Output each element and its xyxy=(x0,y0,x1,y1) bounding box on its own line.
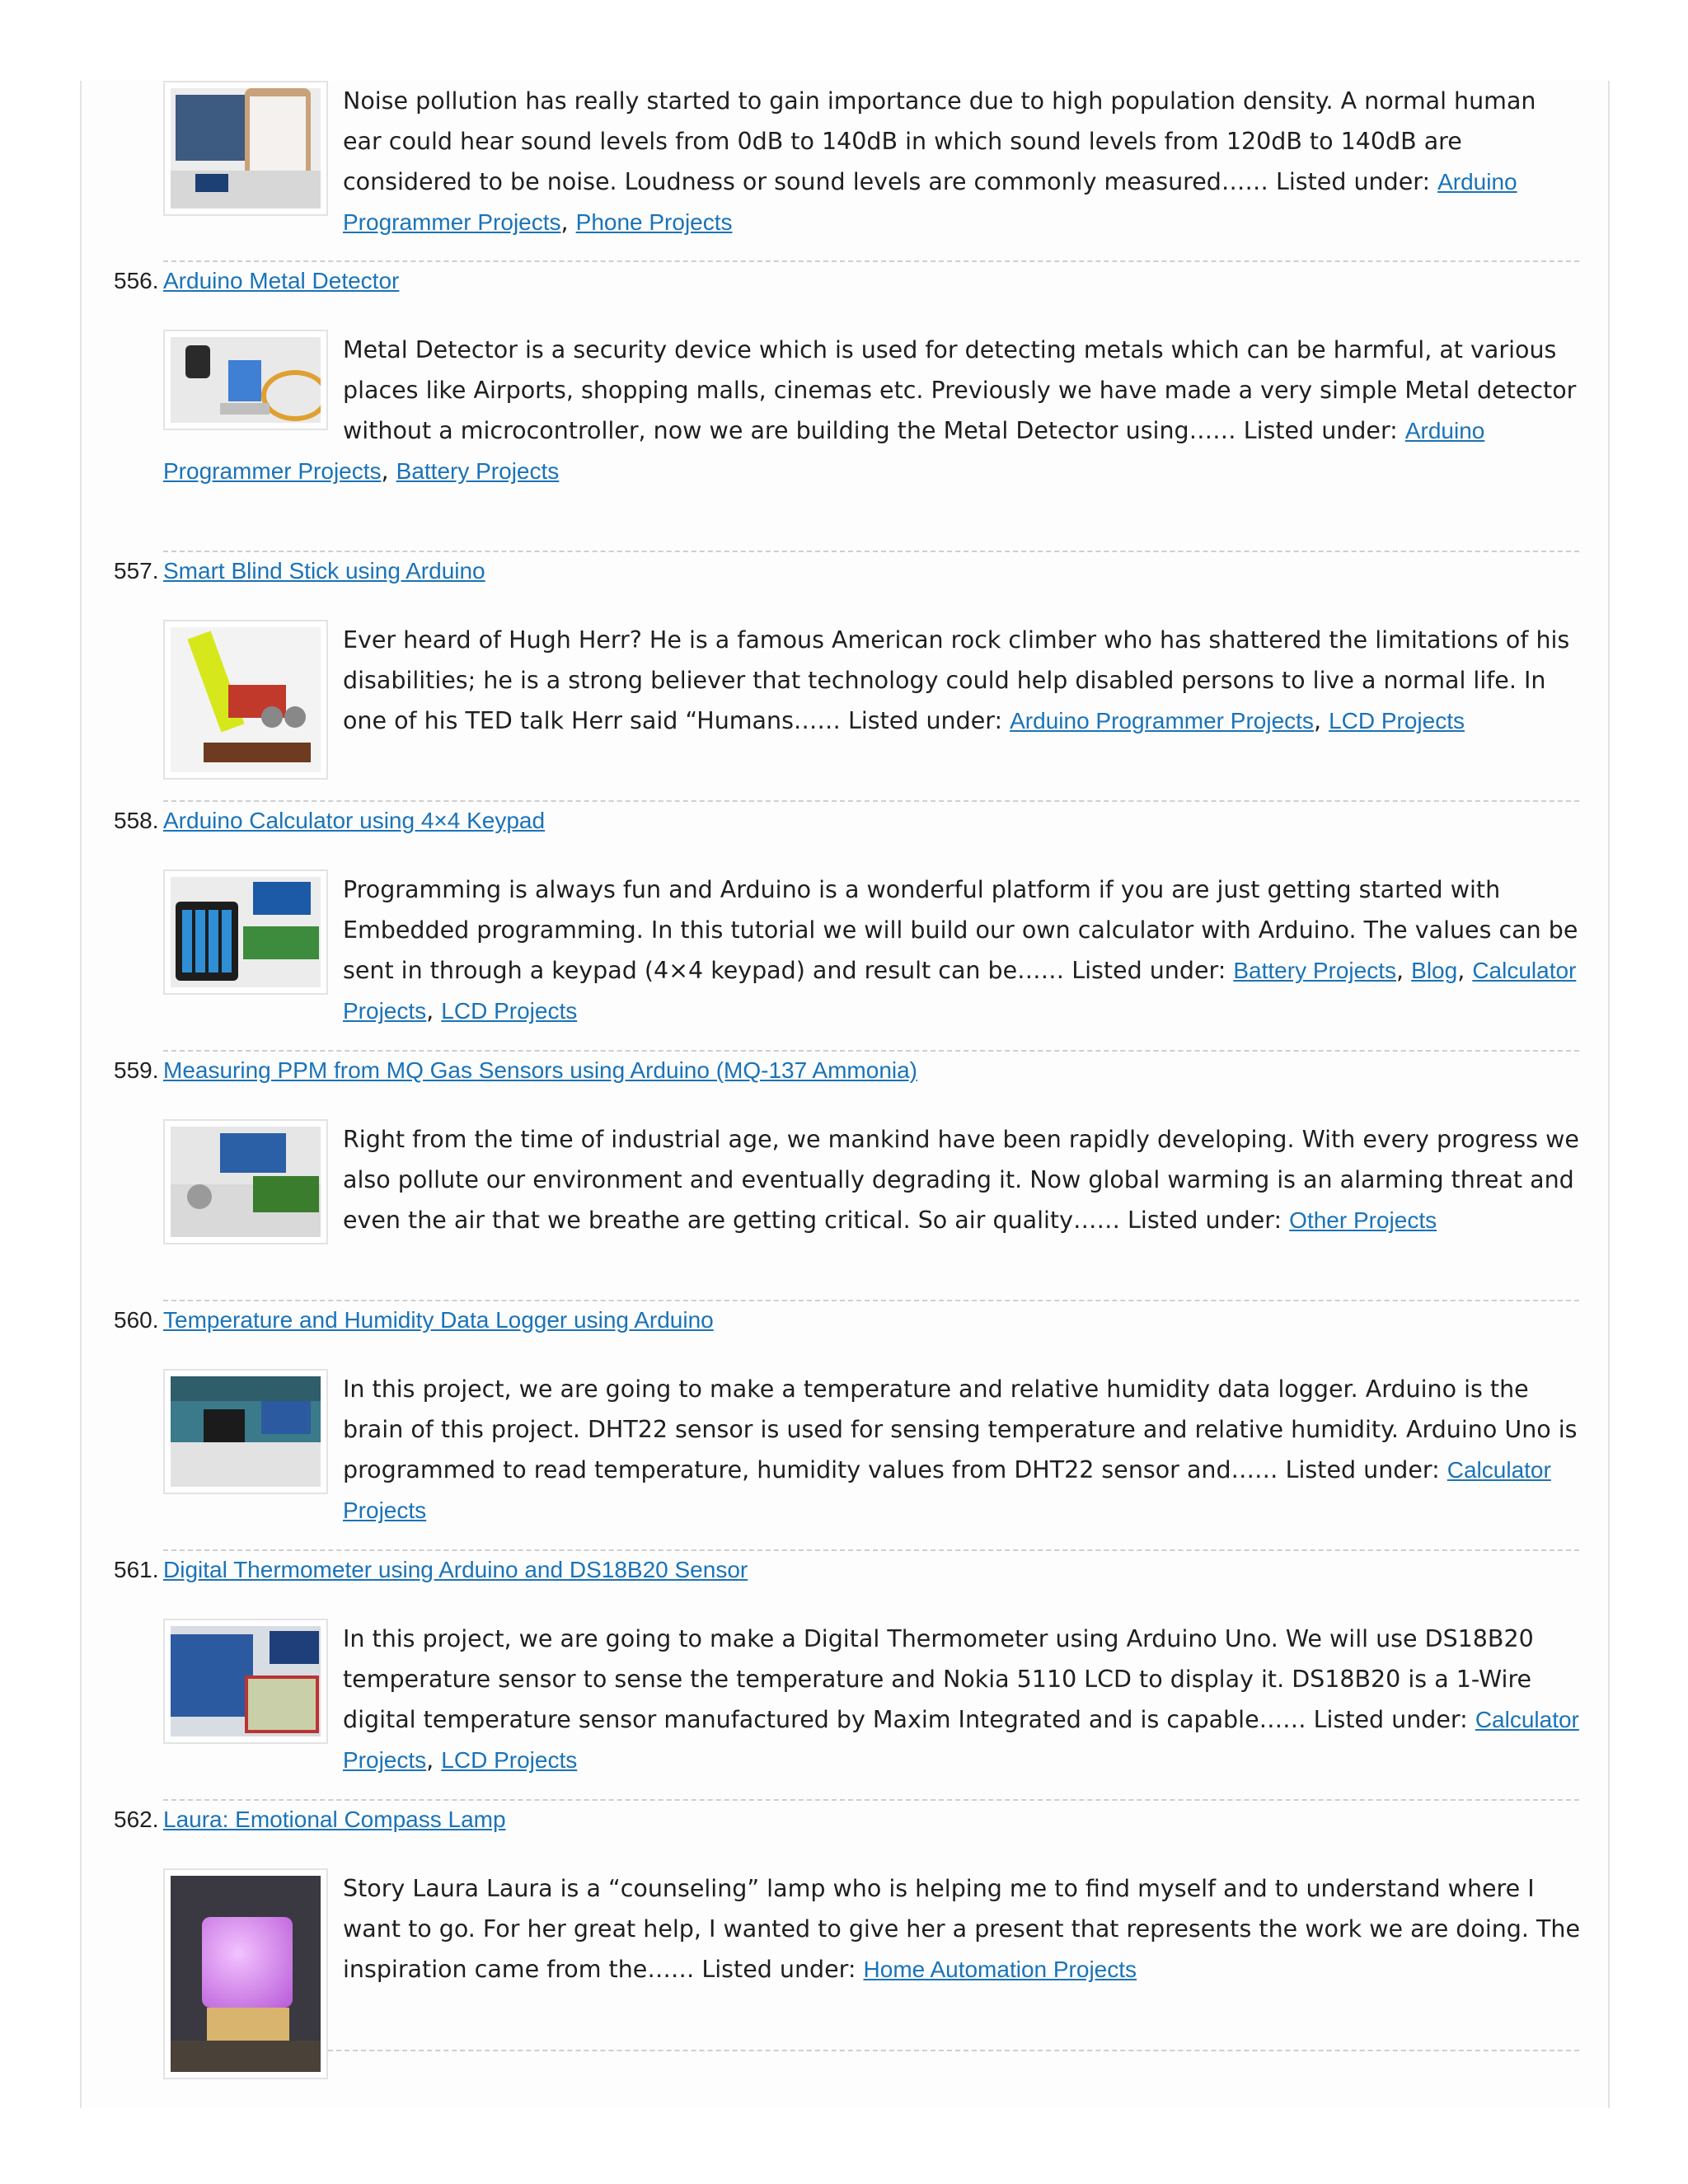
entry-number: 559. xyxy=(114,1057,159,1083)
listed-under-label: Listed under: xyxy=(701,1956,856,1983)
list-item xyxy=(163,1369,1581,1530)
entry-title-link[interactable]: Arduino Calculator using 4×4 Keypad xyxy=(163,808,546,833)
list-item xyxy=(163,1868,1581,2079)
entry-description: Ever heard of Hugh Herr? He is a famous American rock climber who has shattered the limitations of his disabilities; he is a strong believer that technology could help disabled persons to live a normal life. In one of his TED talk Herr said “Humans…… xyxy=(343,626,1570,734)
entry-number: 560. xyxy=(114,1307,159,1333)
listed-under-label: Listed under: xyxy=(1128,1207,1282,1234)
list-item: Programming is always fun and Arduino is a wonderful platform if you are just getting started with Embedded programming. In this tutorial we will build our own calculator with Arduino. The values can be sent in through a keypad (4×4 keypad) and result can be…… Listed under: Battery Projects, Blog, Calculator Projects, LCD Projects xyxy=(163,869,1581,1031)
entry-description: Right from the time of industrial age, we mankind have been rapidly developing. With every progress we also pollute our environment and eventually degrading it. Now global warming is an alarming threat and even the air that we breathe are getting critical. So air quality…… xyxy=(343,1126,1579,1234)
project-thumbnail[interactable] xyxy=(163,620,328,780)
entry-number: 558. xyxy=(114,808,159,833)
entry-description: Programming is always fun and Arduino is a wonderful platform if you are just getting started with Embedded programming. In this tutorial we will build our own calculator with Arduino. The values can be sent in through a keypad (4×4 keypad) and result can be…… xyxy=(343,876,1578,984)
listed-under-label: Listed under: xyxy=(1285,1456,1440,1483)
entry-number: 561. xyxy=(114,1557,159,1582)
project-thumbnail[interactable] xyxy=(163,1868,328,2079)
category-link[interactable]: Arduino Programmer Projects xyxy=(343,169,1517,235)
entry-description: Metal Detector is a security device which is used for detecting metals which can be harmful, at various places like Airports, shopping malls, cinemas etc. Previously we have made a very simple Metal detector without a microcontroller, now we are building the Metal Detector using…… xyxy=(343,336,1577,444)
category-link[interactable]: Phone Projects xyxy=(575,209,733,235)
list-item: Noise pollution has really started to gain importance due to high population density. A normal human ear could hear sound levels from 0dB to 140dB in which sound levels from 120dB to 140dB are considered to be noise. Loudness or sound levels are commonly measured…… Listed under: Arduino Programmer Projects, Phone Projects xyxy=(163,81,1581,242)
category-link[interactable]: Arduino Programmer Projects xyxy=(1010,708,1314,733)
project-thumbnail[interactable] xyxy=(163,1119,328,1244)
category-link[interactable]: Battery Projects xyxy=(1233,958,1397,983)
separator xyxy=(163,1799,1579,1801)
separator xyxy=(163,260,1579,262)
category-link[interactable]: Calculator Projects xyxy=(343,1457,1551,1523)
entry-title-link[interactable]: Measuring PPM from MQ Gas Sensors using Arduino (MQ-137 Ammonia) xyxy=(163,1057,918,1083)
category-link[interactable]: Home Automation Projects xyxy=(863,1957,1137,1982)
project-thumbnail[interactable] xyxy=(163,1369,328,1494)
separator xyxy=(328,2050,1579,2051)
project-thumbnail[interactable] xyxy=(163,1619,328,1744)
separator xyxy=(163,1549,1579,1551)
listed-under-label: Listed under: xyxy=(847,707,1003,734)
category-link[interactable]: Blog xyxy=(1411,958,1458,983)
entry-number: 557. xyxy=(114,558,159,583)
category-link[interactable]: Calculator Projects xyxy=(343,958,1577,1024)
entry-number: 562. xyxy=(114,1807,159,1832)
category-link[interactable]: Arduino Programmer Projects xyxy=(163,418,1485,484)
list-item xyxy=(163,1119,1581,1244)
list-item: Metal Detector is a security device which is used for detecting metals which can be harmful, at various places like Airports, shopping malls, cinemas etc. Previously we have made a very simple Metal detector without a microcontroller, now we are building the Metal Detector using…… Listed under: Arduino Programmer Projects, Battery Projects xyxy=(163,330,1581,491)
entry-description: In this project, we are going to make a Digital Thermometer using Arduino Uno. We will use DS18B20 temperature sensor to sense the temperature and Nokia 5110 LCD to display it. DS18B20 is a 1-Wire digital temperature sensor manufactured by Maxim Integrated and is capable…… xyxy=(343,1625,1534,1733)
category-link[interactable]: Calculator Projects xyxy=(343,1707,1579,1773)
project-thumbnail[interactable] xyxy=(163,81,328,216)
entry-description: Story Laura Laura is a “counseling” lamp who is helping me to find myself and to understand where I want to go. For her great help, I wanted to give her a present that represents the work we are doing. The inspiration came from the…… xyxy=(343,1875,1581,1983)
entry-title-link[interactable]: Arduino Metal Detector xyxy=(163,268,400,293)
project-thumbnail[interactable] xyxy=(163,869,328,995)
category-link[interactable]: Battery Projects xyxy=(396,458,560,484)
entry-title-link[interactable]: Temperature and Humidity Data Logger using Arduino xyxy=(163,1307,714,1333)
separator xyxy=(163,800,1579,802)
listed-under-label: Listed under: xyxy=(1243,417,1398,444)
entry-description: In this project, we are going to make a temperature and relative humidity data logger. Arduino is the brain of this project. DHT22 sensor is used for sensing temperature and relative humidity. Arduino Uno is programmed to read temperature, humidity values from DHT22 sensor and…… xyxy=(343,1376,1578,1483)
category-link[interactable]: LCD Projects xyxy=(1329,708,1465,733)
list-item: Ever heard of Hugh Herr? He is a famous American rock climber who has shattered the limitations of his disabilities; he is a strong believer that technology could help disabled persons to live a normal life. In one of his TED talk Herr said “Humans…… Listed under: Arduino Programmer Projects, LCD Projects xyxy=(163,620,1581,780)
separator xyxy=(163,551,1579,552)
entry-description: Noise pollution has really started to gain importance due to high population density. A normal human ear could hear sound levels from 0dB to 140dB in which sound levels from 120dB to 140dB are considered to be noise. Loudness or sound levels are commonly measured…… xyxy=(343,87,1536,195)
entry-title-link[interactable]: Smart Blind Stick using Arduino xyxy=(163,558,485,583)
list-item: In this project, we are going to make a Digital Thermometer using Arduino Uno. We will use DS18B20 temperature sensor to sense the temperature and Nokia 5110 LCD to display it. DS18B20 is a 1-Wire digital temperature sensor manufactured by Maxim Integrated and is capable…… Listed under: Calculator Projects, LCD Projects xyxy=(163,1619,1581,1780)
entry-title-link[interactable]: Digital Thermometer using Arduino and DS18B20 Sensor xyxy=(163,1557,748,1582)
category-link[interactable]: LCD Projects xyxy=(441,998,578,1024)
project-thumbnail[interactable] xyxy=(163,330,328,430)
entry-number: 556. xyxy=(114,268,159,293)
separator xyxy=(163,1300,1579,1301)
category-link[interactable]: Other Projects xyxy=(1289,1207,1437,1233)
category-link[interactable]: LCD Projects xyxy=(441,1747,578,1773)
listed-under-label: Listed under: xyxy=(1313,1706,1468,1733)
entry-title-link[interactable]: Laura: Emotional Compass Lamp xyxy=(163,1807,506,1832)
listed-under-label: Listed under: xyxy=(1275,168,1431,195)
listed-under-label: Listed under: xyxy=(1071,957,1226,984)
separator xyxy=(163,1050,1579,1052)
